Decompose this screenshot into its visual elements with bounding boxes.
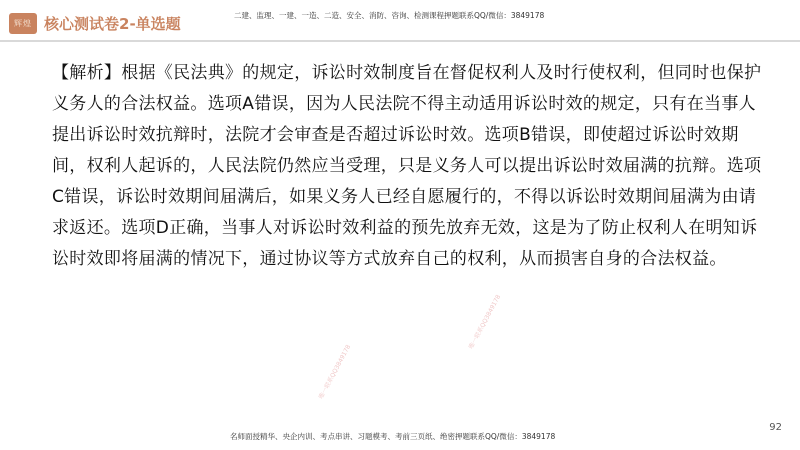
analysis-paragraph: 【解析】根据《民法典》的规定，诉讼时效制度旨在督促权利人及时行使权利，但同时也保护义务人的合法权益。选项A错误，因为人民法院不得主动适用诉讼时效的规定，只有在当事人提出诉讼时效抗辩时，法院才会审查是否超过诉讼时效。选项B错误，即使超过诉讼时效期间，权利人起诉的，人民法院仍然应当受理，只是义务人可以提出诉讼时效届满的抗辩。选项C错误，诉讼时效期间届满后，如果义务人已经自愿履行的，不得以诉讼时效期间届满为由请求返还。选项D正确，当事人对诉讼时效利益的预先放弃无效，这是为了防止权利人在明知诉讼时效即将届满的情况下，通过协议等方式放弃自己的权利，从而损害自身的合法权益。 <box>52 63 762 269</box>
page-footer: 名师面授精华、央企内训、考点串讲、习题模考、考前三页纸、绝密押题联系QQ/微信：3849178 <box>230 432 556 441</box>
watermark: 唯一联系QQ3849178 <box>317 343 353 401</box>
page-number: 92 <box>769 422 782 433</box>
section-title: 核心测试卷2-单选题 <box>44 15 181 33</box>
header-course-info: 二建、监理、一建、一造、二造、安全、消防、咨询、检测课程押题联系QQ/微信：3849178 <box>234 11 545 20</box>
page-header <box>0 0 800 40</box>
watermark: 唯一联系QQ3849178 <box>467 293 503 351</box>
brand-logo: 辉煌 <box>9 13 37 34</box>
header-divider <box>0 40 800 42</box>
